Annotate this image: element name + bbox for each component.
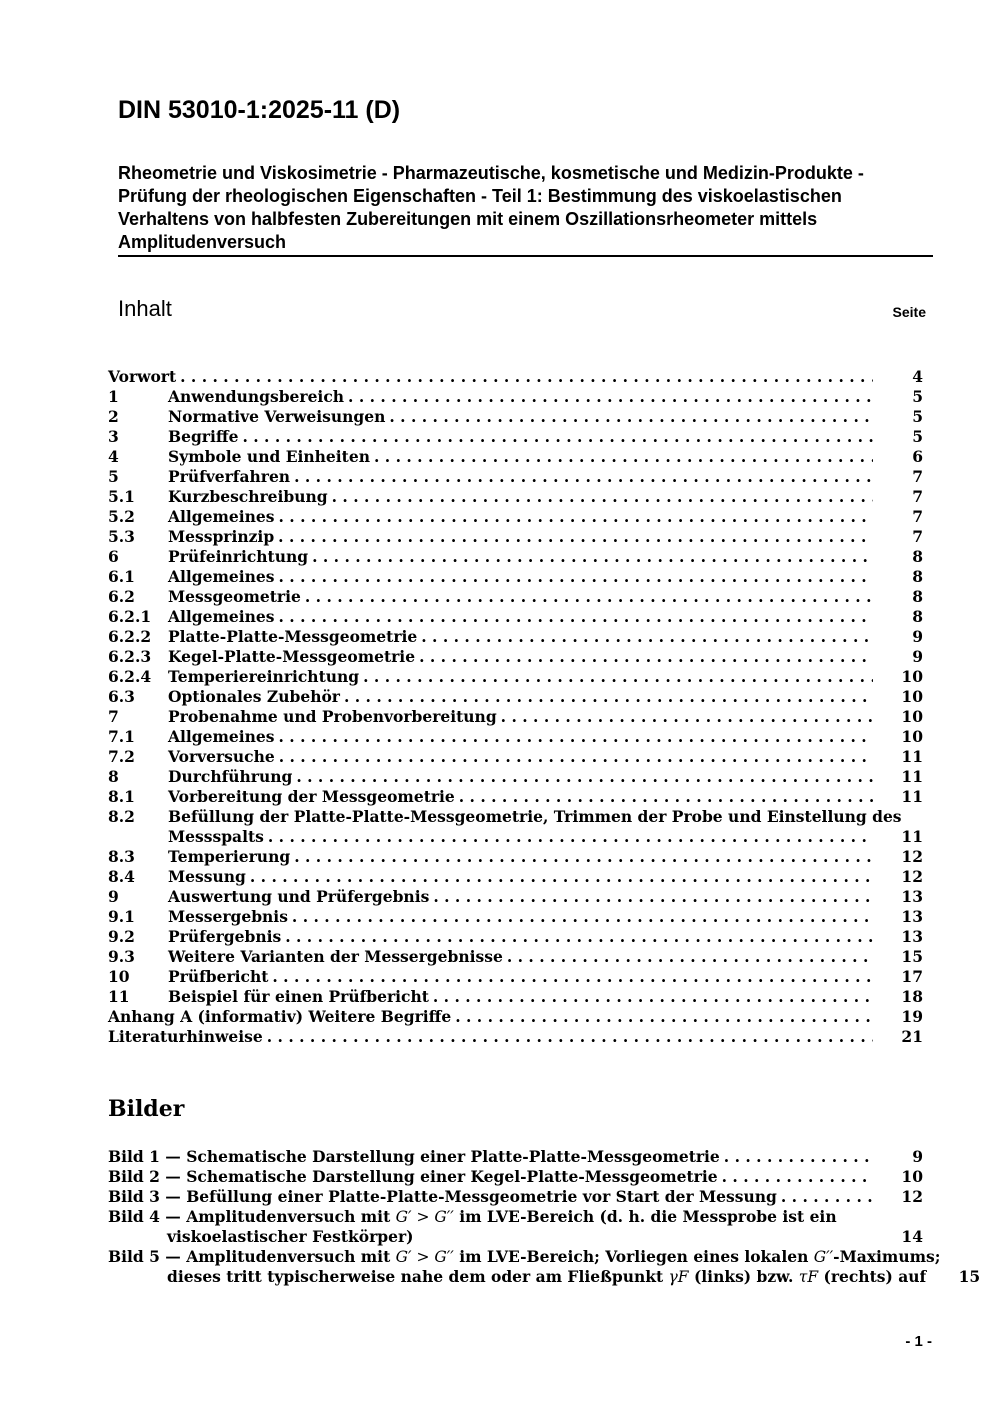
dot-leader <box>348 387 873 407</box>
toc-entry-page: 21 <box>901 1027 923 1046</box>
figure-entry[interactable] <box>108 1167 923 1187</box>
toc-entry-number: 10 <box>108 967 130 986</box>
toc-entry-number: 11 <box>108 987 130 1006</box>
dot-leader <box>294 847 873 867</box>
toc-entry-label: Symbole und Einheiten <box>168 447 370 466</box>
toc-entry[interactable] <box>108 647 923 667</box>
toc-entry[interactable] <box>108 807 923 827</box>
toc-entry-page: 13 <box>901 887 923 906</box>
toc-entry-number: 9.1 <box>108 907 135 926</box>
toc-entry-page: 5 <box>912 427 923 446</box>
toc-entry-label: Durchführung <box>168 767 293 786</box>
dot-leader <box>296 767 873 787</box>
figure-entry-label <box>108 1207 923 1227</box>
figure-entry-page: 10 <box>901 1167 923 1186</box>
toc-entry-label: Probenahme und Probenvorbereitung <box>168 707 497 726</box>
toc-entry-page: 10 <box>901 667 923 686</box>
dot-leader <box>278 527 873 547</box>
toc-entry-number: 2 <box>108 407 119 426</box>
toc-entry-number: 7.1 <box>108 727 135 746</box>
toc-entry-label: Normative Verweisungen <box>168 407 386 426</box>
toc-entry-label: Vorversuche <box>168 747 275 766</box>
toc-entry[interactable] <box>108 887 923 907</box>
toc-entry-label: Kegel-Platte-Messgeometrie <box>168 647 416 666</box>
toc-entry-page: 5 <box>912 387 923 406</box>
toc-entry[interactable] <box>108 947 923 967</box>
toc-entry[interactable] <box>108 847 923 867</box>
math-symbol: G′ > G′′ <box>395 1248 454 1266</box>
figure-entry-label <box>108 1147 720 1167</box>
figure-prefix: Bild 3 — <box>108 1187 187 1206</box>
toc-entry-number: 6.2.2 <box>108 627 152 646</box>
toc-entry[interactable] <box>108 867 923 887</box>
math-symbol: τF <box>798 1268 819 1286</box>
toc-entry[interactable] <box>108 427 923 447</box>
toc-entry[interactable] <box>108 487 923 507</box>
figure-label-text: dieses tritt typischerweise nahe dem oder am Fließpunkt <box>167 1267 669 1286</box>
toc-entry[interactable] <box>108 447 923 467</box>
toc-entry-page: 13 <box>901 907 923 926</box>
toc-entry-number: 6.2.4 <box>108 667 152 686</box>
dot-leader <box>267 1027 873 1047</box>
figure-entry-label <box>108 1167 718 1187</box>
toc-entry-label: Prüfbericht <box>168 967 269 986</box>
table-of-contents <box>108 367 923 1047</box>
toc-entry-number: 5 <box>108 467 119 486</box>
dot-leader <box>363 667 873 687</box>
toc-entry-number: 8.3 <box>108 847 135 866</box>
toc-entry-label: Messprinzip <box>168 527 275 546</box>
toc-entry[interactable] <box>108 687 923 707</box>
dot-leader <box>455 1007 873 1027</box>
dot-leader <box>272 967 873 987</box>
toc-entry-number: 6 <box>108 547 119 566</box>
toc-entry-number: 8 <box>108 767 119 786</box>
figure-label-text: Schematische Darstellung einer Kegel-Platte-Messgeometrie <box>186 1167 718 1186</box>
toc-entry-label: Messergebnis <box>168 907 288 926</box>
toc-entry-label: Allgemeines <box>168 567 275 586</box>
dot-leader <box>332 487 873 507</box>
dot-leader <box>180 367 873 387</box>
dot-leader <box>722 1167 873 1187</box>
toc-entry[interactable] <box>108 367 923 387</box>
dot-leader <box>724 1147 873 1167</box>
toc-entry-page: 10 <box>901 687 923 706</box>
toc-entry-page: 11 <box>901 827 923 846</box>
figure-entry-continuation <box>108 1227 923 1247</box>
figure-label-text: (links) bzw. <box>688 1267 799 1286</box>
toc-entry[interactable] <box>108 1007 923 1027</box>
dot-leader <box>279 607 873 627</box>
toc-entry-page: 10 <box>901 727 923 746</box>
figure-entry[interactable] <box>108 1247 941 1267</box>
dot-leader <box>781 1187 873 1207</box>
toc-entry-number: 7 <box>108 707 119 726</box>
toc-entry-number: 6.3 <box>108 687 135 706</box>
figure-entry[interactable] <box>108 1187 923 1207</box>
dot-leader <box>294 467 873 487</box>
toc-entry-page: 9 <box>912 627 923 646</box>
toc-entry-number: 9.2 <box>108 927 135 946</box>
toc-entry[interactable] <box>108 667 923 687</box>
toc-entry-page: 12 <box>901 867 923 886</box>
toc-entry-page: 5 <box>912 407 923 426</box>
toc-entry-label: Anhang A (informativ) Weitere Begriffe <box>108 1007 452 1026</box>
figure-entry-page: 14 <box>901 1227 923 1246</box>
toc-heading: Inhalt <box>118 296 172 321</box>
toc-entry-page: 19 <box>901 1007 923 1026</box>
toc-entry-number: 5.1 <box>108 487 135 506</box>
figure-entry-label <box>108 1267 926 1287</box>
toc-entry-number: 3 <box>108 427 119 446</box>
dot-leader <box>419 647 873 667</box>
toc-entry-label: Messung <box>168 867 246 886</box>
toc-page-column-label: Seite <box>892 304 926 320</box>
dot-leader <box>279 727 873 747</box>
toc-entry-number: 5.2 <box>108 507 135 526</box>
toc-entry[interactable] <box>108 607 923 627</box>
toc-entry-label: Messgeometrie <box>168 587 301 606</box>
toc-entry-label: Vorwort <box>108 367 177 386</box>
toc-entry-page: 4 <box>912 367 923 386</box>
toc-entry[interactable] <box>108 547 923 567</box>
figure-entry[interactable] <box>108 1207 923 1227</box>
toc-entry-number: 5.3 <box>108 527 135 546</box>
figure-prefix: Bild 2 — <box>108 1167 187 1186</box>
document-title: Rheometrie und Viskosimetrie - Pharmazeutische, kosmetische und Medizin-Produkte - Prüfung der rheologischen Eigenschaften - Teil 1: Bestimmung des viskoelastischen Verhaltens von halbfesten Zubereitungen mit einem Oszillationsrheometer mittels Amplitudenversuch <box>118 162 933 257</box>
figure-entry-page: 12 <box>901 1187 923 1206</box>
toc-entry-number: 1 <box>108 387 119 406</box>
math-symbol: G′ > G′′ <box>395 1208 454 1226</box>
figure-label-text: im LVE-Bereich; Vorliegen eines lokalen <box>453 1247 814 1266</box>
toc-entry-label: Allgemeines <box>168 607 275 626</box>
dot-leader <box>389 407 873 427</box>
toc-entry-page: 15 <box>901 947 923 966</box>
figure-entry[interactable] <box>108 1147 923 1167</box>
dot-leader <box>292 907 873 927</box>
toc-entry-label: Temperiereinrichtung <box>168 667 360 686</box>
toc-entry-number: 9 <box>108 887 119 906</box>
page-number: - 1 - <box>905 1333 932 1350</box>
toc-entry[interactable] <box>108 527 923 547</box>
math-symbol: G′′ <box>813 1248 834 1266</box>
toc-entry[interactable] <box>108 747 923 767</box>
toc-entry-label: Messspalts <box>168 827 264 846</box>
dot-leader <box>344 687 873 707</box>
toc-entry[interactable] <box>108 907 923 927</box>
toc-entry-page: 7 <box>912 527 923 546</box>
figure-label-text: Befüllung einer Platte-Platte-Messgeometrie vor Start der Messung <box>186 1187 777 1206</box>
dot-leader <box>501 707 873 727</box>
toc-entry-page: 8 <box>912 607 923 626</box>
toc-entry[interactable] <box>108 727 923 747</box>
toc-entry-label: Platte-Platte-Messgeometrie <box>168 627 418 646</box>
toc-entry-label: Literaturhinweise <box>108 1027 263 1046</box>
figure-entry-page: 15 <box>958 1267 981 1286</box>
figure-entry-continuation <box>108 1267 981 1287</box>
figure-label-text: Amplitudenversuch mit <box>186 1247 396 1266</box>
figure-label-text: im LVE-Bereich (d. h. die Messprobe ist ein <box>453 1207 837 1226</box>
dot-leader <box>279 567 873 587</box>
toc-entry-label: Allgemeines <box>168 507 275 526</box>
list-of-figures <box>108 1147 981 1287</box>
figure-prefix: Bild 5 — <box>108 1247 187 1266</box>
toc-entry[interactable] <box>108 987 923 1007</box>
toc-entry-page: 12 <box>901 847 923 866</box>
dot-leader <box>279 507 873 527</box>
toc-entry-page: 7 <box>912 467 923 486</box>
toc-entry-label: Beispiel für einen Prüfbericht <box>168 987 429 1006</box>
figure-prefix: Bild 4 — <box>108 1207 187 1226</box>
toc-entry-page: 8 <box>912 587 923 606</box>
toc-entry-label: Vorbereitung der Messgeometrie <box>168 787 455 806</box>
toc-entry-label: Befüllung der Platte-Platte-Messgeometrie, Trimmen der Probe und Einstellung des <box>168 807 902 826</box>
dot-leader <box>268 827 873 847</box>
figure-prefix: Bild 1 — <box>108 1147 187 1166</box>
figure-entry-label <box>108 1187 777 1207</box>
toc-entry-page: 10 <box>901 707 923 726</box>
figure-label-text: Amplitudenversuch mit <box>186 1207 396 1226</box>
toc-entry-number: 6.2 <box>108 587 135 606</box>
toc-entry-number: 6.2.3 <box>108 647 152 666</box>
toc-entry-number: 8.2 <box>108 807 135 826</box>
dot-leader <box>433 987 873 1007</box>
toc-entry-label: Auswertung und Prüfergebnis <box>168 887 430 906</box>
toc-entry[interactable] <box>108 787 923 807</box>
toc-entry[interactable] <box>108 507 923 527</box>
figure-label-text: viskoelastischer Festkörper) <box>167 1227 414 1246</box>
dot-leader <box>507 947 873 967</box>
toc-entry[interactable] <box>108 927 923 947</box>
figure-entry-label <box>108 1227 413 1247</box>
toc-entry-page: 6 <box>912 447 923 466</box>
toc-entry-page: 9 <box>912 647 923 666</box>
dot-leader <box>421 627 873 647</box>
toc-entry-page: 7 <box>912 507 923 526</box>
toc-entry-page: 18 <box>901 987 923 1006</box>
dot-leader <box>312 547 873 567</box>
toc-entry-number: 4 <box>108 447 119 466</box>
toc-entry-number: 9.3 <box>108 947 135 966</box>
dot-leader <box>374 447 873 467</box>
toc-entry-page: 17 <box>901 967 923 986</box>
toc-entry[interactable] <box>108 1027 923 1047</box>
dot-leader <box>250 867 873 887</box>
dot-leader <box>305 587 873 607</box>
figure-entry-page: 9 <box>912 1147 923 1166</box>
toc-entry-label: Temperierung <box>168 847 291 866</box>
toc-entry-label: Prüfeinrichtung <box>168 547 309 566</box>
toc-entry[interactable] <box>108 567 923 587</box>
figure-label-text: (rechts) auf <box>818 1267 927 1286</box>
toc-entry[interactable] <box>108 387 923 407</box>
document-id: DIN 53010-1:2025-11 (D) <box>118 96 401 124</box>
toc-entry[interactable] <box>108 967 923 987</box>
dot-leader <box>433 887 873 907</box>
toc-entry-number: 7.2 <box>108 747 135 766</box>
toc-entry-page: 11 <box>901 767 923 786</box>
toc-entry[interactable] <box>108 407 923 427</box>
toc-entry-number: 6.1 <box>108 567 135 586</box>
toc-entry[interactable] <box>108 627 923 647</box>
toc-entry-number: 6.2.1 <box>108 607 152 626</box>
toc-entry[interactable] <box>108 707 923 727</box>
toc-entry[interactable] <box>108 467 923 487</box>
toc-entry-page: 8 <box>912 547 923 566</box>
toc-entry-page: 8 <box>912 567 923 586</box>
figure-entry-label <box>108 1247 940 1267</box>
toc-entry-page: 7 <box>912 487 923 506</box>
dot-leader <box>459 787 873 807</box>
toc-entry-page: 11 <box>901 747 923 766</box>
dot-leader <box>279 747 873 767</box>
toc-entry-label: Prüfergebnis <box>168 927 282 946</box>
toc-entry-label: Allgemeines <box>168 727 275 746</box>
toc-entry-page: 13 <box>901 927 923 946</box>
toc-entry[interactable] <box>108 587 923 607</box>
toc-entry[interactable] <box>108 767 923 787</box>
toc-entry-label: Prüfverfahren <box>168 467 291 486</box>
toc-entry-label: Weitere Varianten der Messergebnisse <box>168 947 503 966</box>
toc-entry-page: 11 <box>901 787 923 806</box>
dot-leader <box>242 427 873 447</box>
toc-entry-label: Anwendungsbereich <box>168 387 345 406</box>
toc-entry-number: 8.4 <box>108 867 135 886</box>
dot-leader <box>285 927 873 947</box>
toc-entry-label: Kurzbeschreibung <box>168 487 328 506</box>
toc-entry-continuation <box>108 827 923 847</box>
toc-entry-number: 8.1 <box>108 787 135 806</box>
toc-entry-label: Begriffe <box>168 427 239 446</box>
toc-entry-label: Optionales Zubehör <box>168 687 340 706</box>
math-symbol: γF <box>668 1268 689 1286</box>
figure-label-text: -Maximums; <box>833 1247 941 1266</box>
figure-label-text: Schematische Darstellung einer Platte-Platte-Messgeometrie <box>186 1147 720 1166</box>
figures-heading: Bilder <box>108 1096 185 1122</box>
